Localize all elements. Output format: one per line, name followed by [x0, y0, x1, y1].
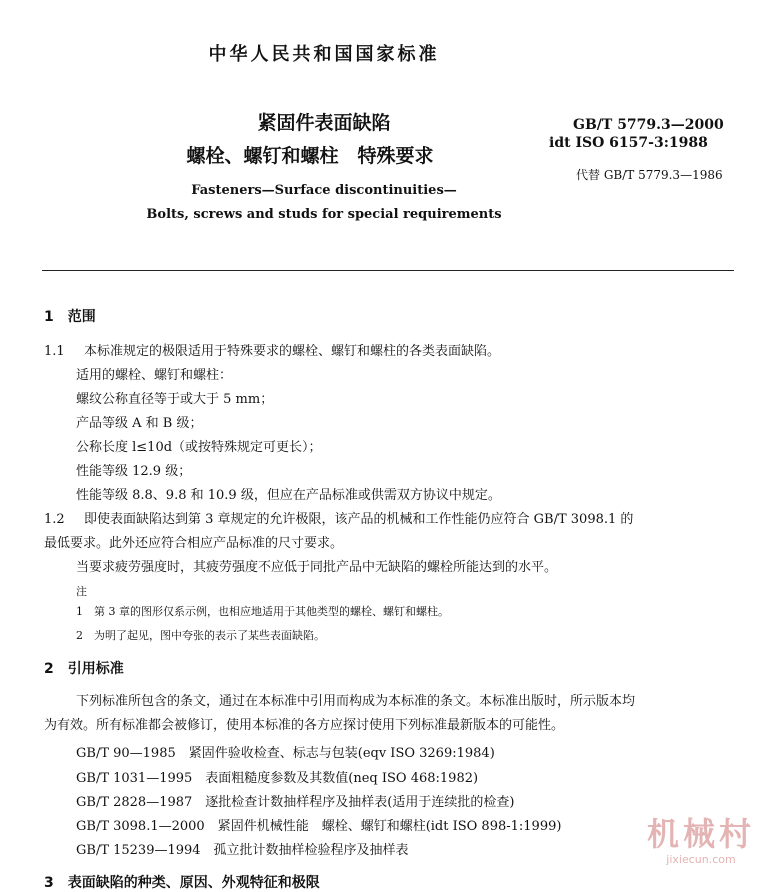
watermark-url: jixiecun.com	[666, 853, 736, 866]
standard-idt: idt ISO 6157-3:1988	[549, 135, 708, 151]
reference-item: GB/T 90—1985 紧固件验收检查、标志与包装(eqv ISO 3269:1984)	[76, 746, 495, 761]
note-item: 1 第 3 章的图形仅系示例，也相应地适用于其他类型的螺栓、螺钉和螺柱。	[76, 605, 449, 618]
scope-item: 产品等级 A 和 B 级；	[76, 416, 203, 431]
clause-1-2-number: 1.2	[44, 512, 65, 527]
standard-header-title: 中华人民共和国国家标准	[208, 44, 440, 65]
standard-number: GB/T 5779.3—2000	[573, 117, 724, 133]
scope-item: 性能等级 8.8、9.8 和 10.9 级，但应在产品标准或供需双方协议中规定。	[76, 488, 501, 503]
clause-1-2-text: 最低要求。此外还应符合相应产品标准的尺寸要求。	[44, 536, 344, 551]
section-2-intro: 下列标准所包含的条文，通过在本标准中引用而构成为本标准的条文。本标准出版时，所示版本均	[76, 694, 636, 709]
clause-1-1-text: 本标准规定的极限适用于特殊要求的螺栓、螺钉和螺柱的各类表面缺陷。	[84, 344, 501, 359]
scope-item: 螺纹公称直径等于或大于 5 mm；	[76, 392, 274, 407]
standard-replaces: 代替 GB/T 5779.3—1986	[576, 168, 723, 182]
note-item: 2 为明了起见，图中夸张的表示了某些表面缺陷。	[76, 629, 325, 642]
reference-item: GB/T 3098.1—2000 紧固件机械性能 螺栓、螺钉和螺柱(idt ISO 898-1:1999)	[76, 819, 562, 834]
title-chinese-line-1: 紧固件表面缺陷	[257, 112, 391, 134]
watermark	[638, 806, 764, 876]
section-2-intro: 为有效。所有标准都会被修订，使用本标准的各方应探讨使用下列标准最新版本的可能性。	[44, 718, 565, 733]
scope-item: 性能等级 12.9 级；	[76, 464, 192, 479]
scope-item: 适用的螺栓、螺钉和螺柱：	[76, 368, 233, 383]
title-english-line-2: Bolts, screws and studs for special requirements	[146, 207, 502, 222]
note-label: 注	[76, 585, 87, 598]
header-divider	[42, 270, 734, 271]
reference-item: GB/T 1031—1995 表面粗糙度参数及其数值(neq ISO 468:1982)	[76, 771, 479, 786]
clause-1-2-text: 即使表面缺陷达到第 3 章规定的允许极限，该产品的机械和工作性能仍应符合 GB/T 3098.1 的	[84, 512, 634, 527]
reference-item: GB/T 15239—1994 孤立批计数抽样检验程序及抽样表	[76, 843, 409, 858]
section-3-heading: 3 表面缺陷的种类、原因、外观特征和极限	[44, 875, 320, 891]
reference-item: GB/T 2828—1987 逐批检查计数抽样程序及抽样表(适用于连续批的检查)	[76, 795, 515, 810]
title-english-line-1: Fasteners—Surface discontinuities—	[191, 183, 457, 198]
watermark-logo-text: 机械村	[646, 815, 755, 853]
title-chinese-line-2: 螺栓、螺钉和螺柱 特殊要求	[186, 145, 434, 167]
section-1-heading: 1 范围	[44, 309, 96, 325]
scope-item: 公称长度 l≤10d（或按特殊规定可更长）；	[76, 440, 322, 455]
clause-1-2-text: 当要求疲劳强度时，其疲劳强度不应低于同批产品中无缺陷的螺栓所能达到的水平。	[76, 560, 558, 575]
clause-1-1-number: 1.1	[44, 344, 65, 359]
section-2-heading: 2 引用标准	[44, 661, 124, 677]
